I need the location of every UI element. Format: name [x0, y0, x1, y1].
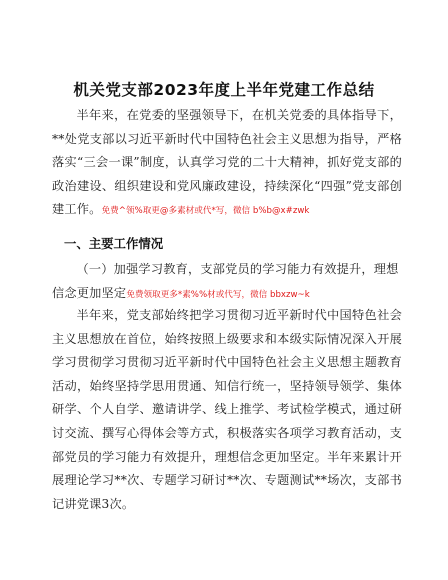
- study-paragraph: [52, 304, 402, 516]
- section-heading-1: 一、主要工作情况: [64, 236, 164, 251]
- subsection-text: （一）加强学习教育，支部党员的学习能力有效提升，理想信念更加坚定: [52, 262, 399, 300]
- intro-text: 半年来，在党委的坚强领导下，在机关党委的具体指导下，**处党支部以习近平新时代中国特色社会主义思想为指导，严格落实“三会一课”制度，认真学习党的二十大精神，抓好党支部的政治建设、组织建设和党风廉政建设，持续深化“四强”党支部创建工作。: [52, 108, 402, 217]
- watermark-note-2: 免费领取更多*素%%材或代写，微信 bbxzw~k: [126, 289, 310, 300]
- subsection-heading-1: [52, 258, 402, 307]
- watermark-note-1: 免费^领%取更@多素材或代*写，微信 b%b@x#zwk: [101, 206, 310, 217]
- document-title: 机关党支部2023年度上半年党建工作总结: [73, 81, 375, 99]
- study-text: 半年来，党支部始终把学习贯彻习近平新时代中国特色社会主义思想放在首位，始终按照上级要求和本级实际情况深入开展学习贯彻学习贯彻习近平新时代中国特色社会主义思想主题教育活动，始终坚持学思用贯通、知信行统一，坚持领导领学、集体研学、个人自学、邀请讲学、线上推学、考试检学模式，通过研讨交流、撰写心得体会等方式，积极落实各项学习教育活动，支部党员的学习能力有效提升，理想信念更加坚定。半年来累计开展理论学习**次、专题学习研讨**次、专题测试**场次，支部书记讲党课3次。: [52, 308, 402, 511]
- intro-paragraph: [52, 104, 402, 224]
